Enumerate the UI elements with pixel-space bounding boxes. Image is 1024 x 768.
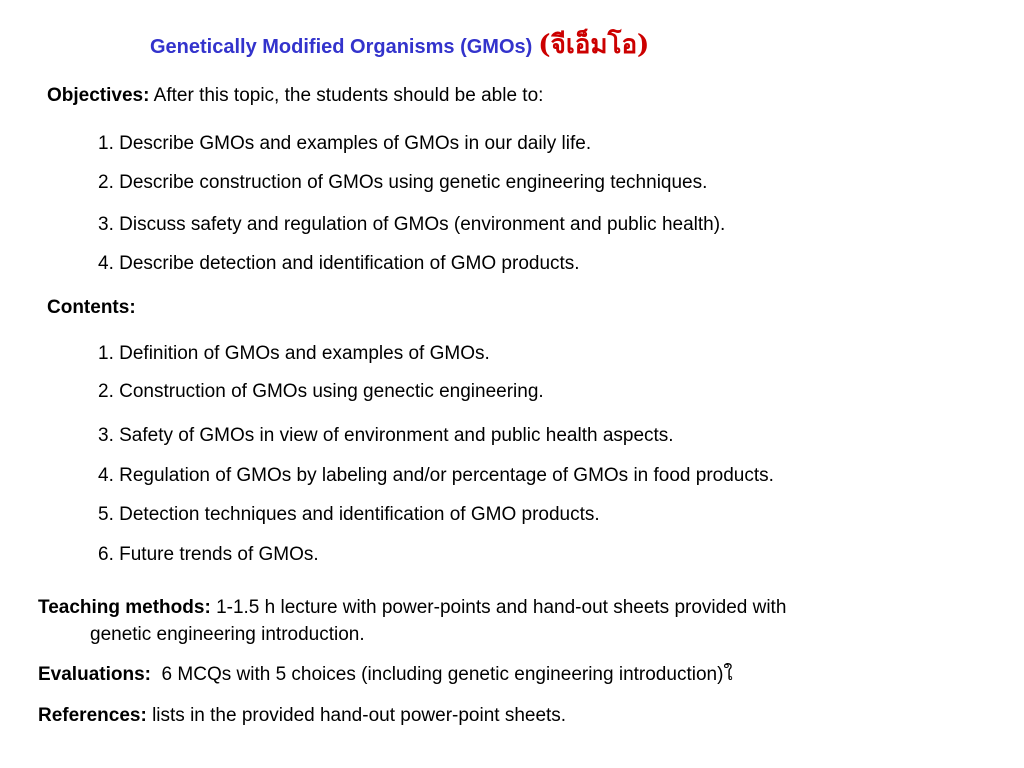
content-item: 1. Definition of GMOs and examples of GMOs. (98, 343, 490, 364)
evaluations-suffix: ใ (723, 664, 733, 685)
teaching-methods (38, 594, 998, 648)
content-item: 5. Detection techniques and identification of GMO products. (98, 504, 600, 525)
objectives-heading (47, 84, 543, 108)
evaluations-text: 6 MCQs with 5 choices (including genetic engineering introduction) (161, 664, 724, 685)
objective-item: 2. Describe construction of GMOs using genetic engineering techniques. (98, 172, 708, 193)
contents-label: Contents: (47, 297, 136, 318)
references-label: References: (38, 705, 147, 726)
teaching-methods-text: 1-1.5 h lecture with power-points and hand-out sheets provided with (216, 597, 787, 618)
content-item: 3. Safety of GMOs in view of environment and public health aspects. (98, 425, 674, 446)
evaluations-label: Evaluations: (38, 664, 151, 685)
evaluations (38, 663, 733, 687)
objectives-label: Objectives: (47, 85, 150, 106)
content-item: 6. Future trends of GMOs. (98, 544, 319, 565)
objective-item: 1. Describe GMOs and examples of GMOs in our daily life. (98, 133, 592, 154)
references-text: lists in the provided hand-out power-point sheets. (152, 705, 567, 726)
title-thai: (จีเอ็มโอ) (538, 30, 650, 60)
content-item: 4. Regulation of GMOs by labeling and/or percentage of GMOs in food products. (98, 465, 774, 486)
title-english: Genetically Modified Organisms (GMOs) (150, 36, 533, 58)
teaching-methods-label: Teaching methods: (38, 597, 211, 618)
objective-item: 4. Describe detection and identification of GMO products. (98, 253, 580, 274)
contents-heading (47, 296, 136, 320)
slide-title (150, 24, 910, 65)
content-item: 2. Construction of GMOs using genectic engineering. (98, 381, 544, 402)
objective-item: 3. Discuss safety and regulation of GMOs (environment and public health). (98, 214, 726, 235)
references (38, 704, 566, 728)
teaching-methods-text-continued: genetic engineering introduction. (90, 624, 365, 645)
objectives-intro: After this topic, the students should be able to: (153, 85, 544, 106)
